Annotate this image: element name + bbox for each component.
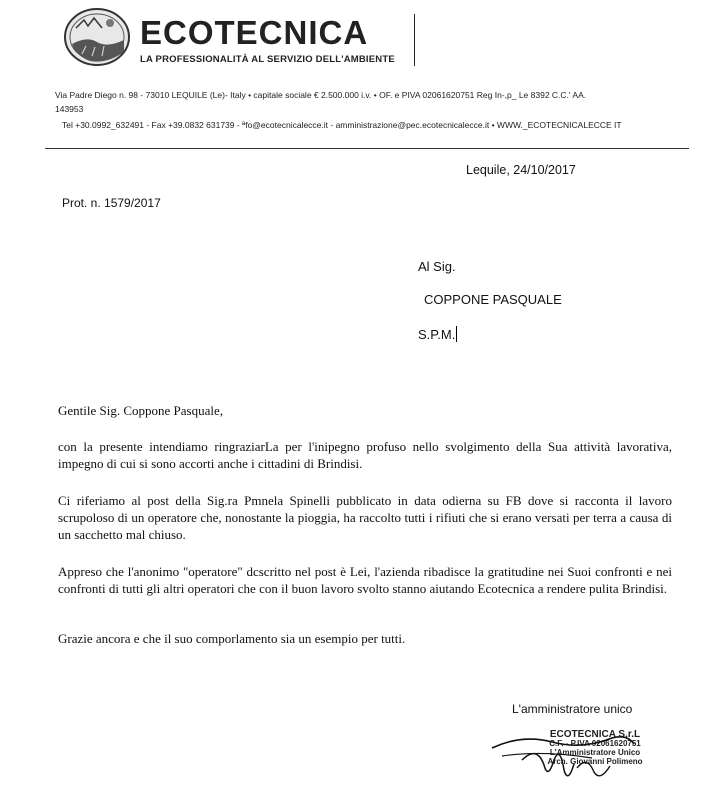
- text-cursor: [456, 326, 457, 342]
- stamp-name: Arch. Giovanni Polimeno: [547, 757, 643, 766]
- greeting: Gentile Sig. Coppone Pasquale,: [58, 403, 224, 418]
- body-paragraph-2: Ci riferiamo al post della Sig.ra Pmnela Spinelli pubblicato in data odierna su FB dove si racconta il lavoro scrupoloso di un operatore che, nonostante la pioggia, ha raccolto tutti i rifiuti che si erano versati per terra a causa di un sacchetto mal chiuso.: [58, 493, 672, 542]
- signoff: L'amministratore unico: [512, 702, 633, 716]
- handwritten-signature: [482, 720, 642, 788]
- letter-date: Lequile, 24/10/2017: [466, 163, 576, 177]
- stamp-role: L'Amministratore Unico: [549, 748, 641, 757]
- body-paragraph-4: Grazie ancora e che il suo comporlamento sia un esempio per tutti.: [58, 631, 406, 646]
- recipient-role-text: S.P.M.: [418, 327, 456, 342]
- recipient-name: COPPONE PASQUALE: [424, 292, 562, 307]
- company-tagline: LA PROFESSIONALITÀ AL SERVIZIO DELL'AMBIENTE: [140, 54, 395, 65]
- recipient-salutation: Al Sig.: [418, 259, 456, 274]
- company-address: Via Padre Diego n. 98 - 73010 LEQUILE (Le)- Italy • capitale sociale € 2.500.000 i.v. • OF. e PIVA 02061620751 Reg In-,p_ Le 8392 C.C.' AA.: [55, 90, 587, 100]
- stamp-company: ECOTECNICA S.r.L: [549, 729, 641, 740]
- company-logo: [62, 6, 132, 68]
- company-contacts: Tel +30.0992_632491 - Fax +39.0832 631739 - ªfo@ecotecnicalecce.it - amministrazione@pec.ecotecnicalecce.it • WWW._ECOTECNICALECCE IT: [62, 120, 622, 130]
- recipient-role: [418, 326, 457, 342]
- company-address-continuation: 143953: [55, 104, 84, 114]
- stamp-vat: C.F. - P.IVA 02061620751: [549, 739, 641, 748]
- body-paragraph-1: con la presente intendiamo ringraziarLa per l'inipegno profuso nello svolgimento della Sua attività lavorativa, impegno di cui si sono accorti anche i cittadini di Brindisi.: [58, 439, 672, 471]
- header-rule: [45, 148, 689, 149]
- body-paragraph-3: Appreso che l'anonimo "operatore" dcscritto nel post è Lei, l'azienda ribadisce la gratitudine nei Suoi confronti e nei confronti di tutti gli altri operatori che con il buon lavoro svolto stanno aiutando Ecotecnica a rendere pulita Brindisi.: [58, 564, 672, 596]
- header-divider: [414, 14, 415, 66]
- protocol-number: Prot. n. 1579/2017: [62, 196, 161, 210]
- company-name: ECOTECNICA: [140, 14, 369, 51]
